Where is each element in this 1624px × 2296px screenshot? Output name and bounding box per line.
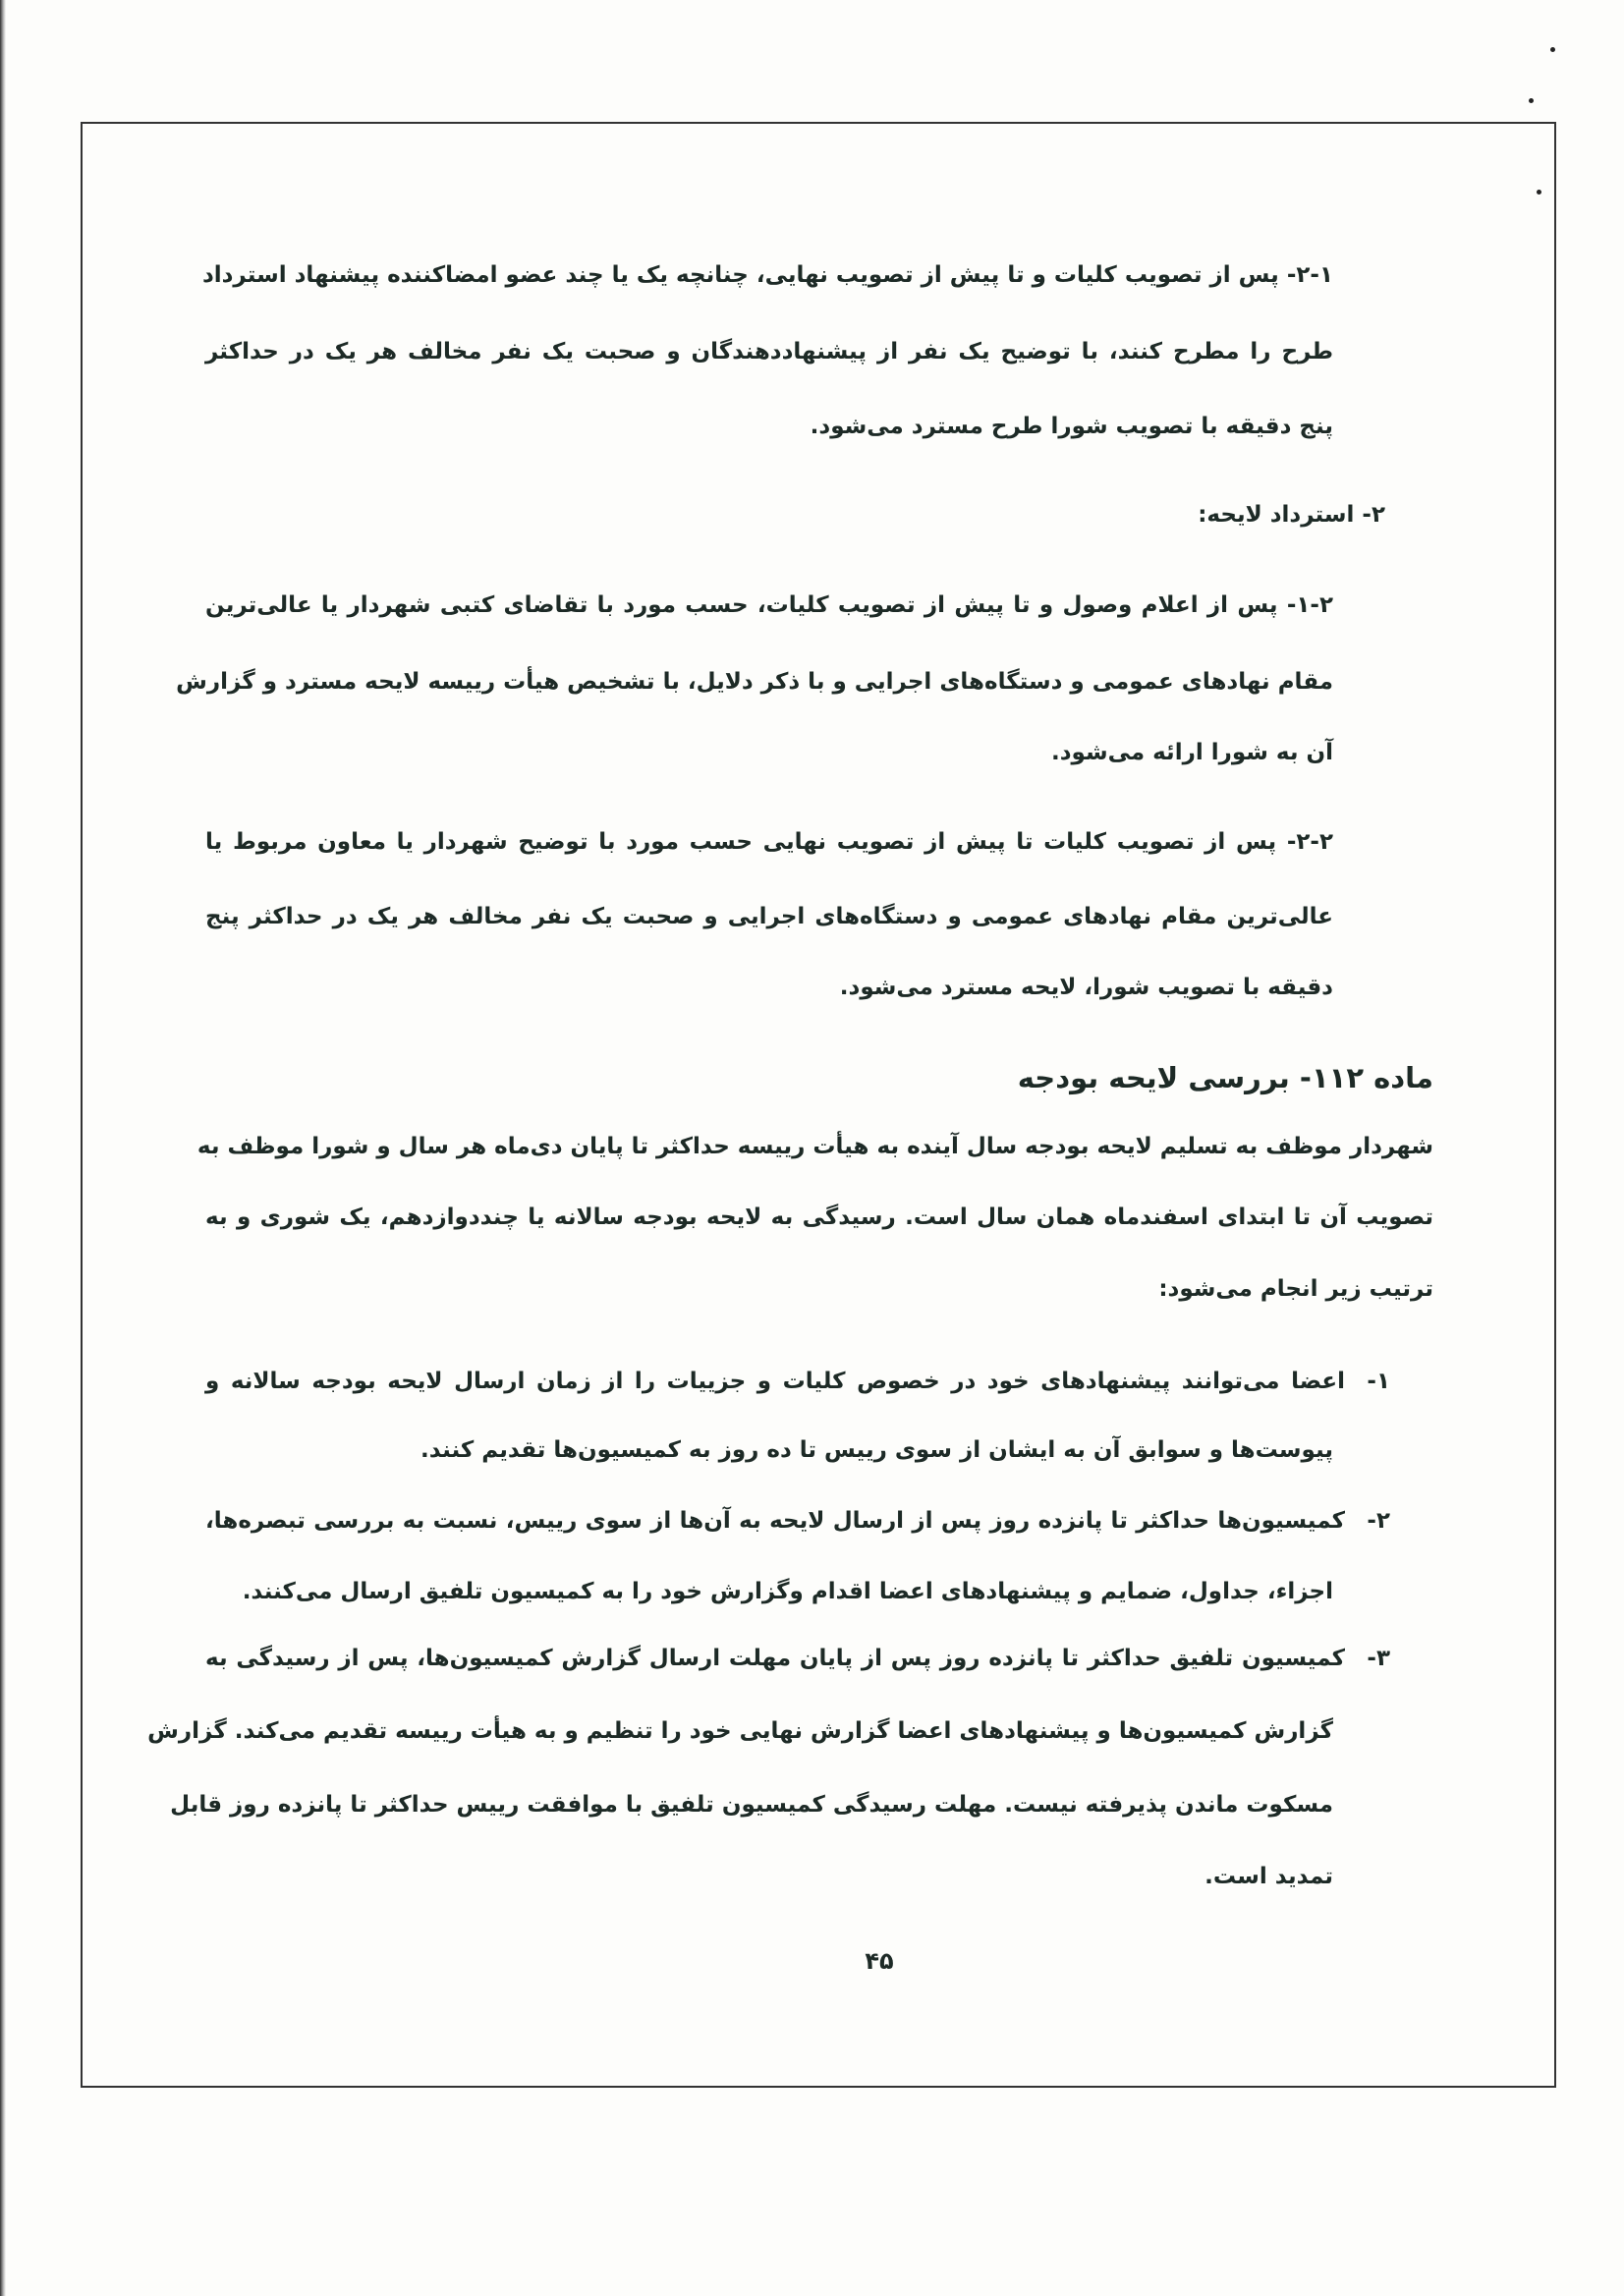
text-line: کمیسیون‌ها حداکثر تا پانزده روز پس از ارسال لایحه به آن‌ها از سوی رییس، نسبت به بررسی تبصره‌ها، (205, 1508, 1345, 1534)
text-line: ترتیب زیر انجام می‌شود: (1158, 1276, 1433, 1302)
text-line: کمیسیون تلفیق حداکثر تا پانزده روز پس از پایان مهلت ارسال گزارش کمیسیون‌ها، پس از رسیدگی به (205, 1646, 1345, 1671)
text-line: پنج دقیقه با تصویب شورا طرح مسترد می‌شود. (810, 414, 1333, 439)
text-line: دقیقه با تصویب شورا، لایحه مسترد می‌شود. (839, 975, 1333, 1000)
text-line: پیوست‌ها و سوابق آن به ایشان از سوی رییس تا ده روز به کمیسیون‌ها تقدیم کنند. (420, 1437, 1333, 1463)
text-line: تصویب آن تا ابتدای اسفندماه همان سال است. رسیدگی به لایحه بودجه سالانه یا چنددوازدهم، یک شوری و به (205, 1204, 1433, 1230)
text-line: عالی‌ترین مقام نهادهای عمومی و دستگاه‌های اجرایی و صحبت یک نفر مخالف هر یک در حداکثر پنج (205, 904, 1333, 929)
text-line: ۱-۲- پس از اعلام وصول و تا پیش از تصویب کلیات، حسب مورد با تقاضای کتبی شهردار یا عالی‌ترین (205, 592, 1333, 618)
subheading-bill-withdrawal: ۲- استرداد لایحه: (1198, 502, 1385, 528)
text-line: اجزاء، جداول، ضمایم و پیشنهادهای اعضا اقدام وگزارش خود را به کمیسیون تلفیق ارسال می‌کنند. (242, 1579, 1333, 1604)
page-number: ۴۵ (865, 1947, 894, 1975)
text-line: طرح را مطرح کنند، با توضیح یک نفر از پیشنهاددهندگان و صحبت یک نفر مخالف هر یک در حداکثر (205, 339, 1333, 364)
text-line: مسکوت ماندن پذیرفته نیست. مهلت رسیدگی کمیسیون تلفیق با موافقت رییس حداکثر تا پانزده روز قابل (170, 1792, 1333, 1818)
text-line: اعضا می‌توانند پیشنهادهای خود در خصوص کلیات و جزییات را از زمان ارسال لایحه بودجه سالانه و (205, 1369, 1345, 1394)
text-line: ۲-۱- پس از تصویب کلیات و تا پیش از تصویب نهایی، چنانچه یک یا چند عضو امضاکننده پیشنهاد استرداد (201, 262, 1333, 288)
article-heading: ماده ۱۱۲- بررسی لایحه بودجه (1017, 1061, 1433, 1094)
item-number: ۱- (1367, 1369, 1390, 1394)
text-line: تمدید است. (1204, 1864, 1333, 1889)
scan-speck (1550, 47, 1555, 52)
scan-speck (1529, 98, 1534, 103)
text-line: گزارش کمیسیون‌ها و پیشنهادهای اعضا گزارش نهایی خود را تنظیم و به هیأت رییسه تقدیم می‌کند. گزارش (147, 1718, 1333, 1744)
text-line: شهردار موظف به تسلیم لایحه بودجه سال آینده به هیأت رییسه حداکثر تا پایان دی‌ماه هر سال و شورا موظف به (196, 1134, 1433, 1159)
item-number: ۳- (1367, 1646, 1390, 1671)
item-number: ۲- (1367, 1508, 1390, 1534)
text-line: مقام نهادهای عمومی و دستگاه‌های اجرایی و با ذکر دلایل، با تشخیص هیأت رییسه لایحه مسترد و گزارش (176, 669, 1333, 695)
text-line: ۲-۲- پس از تصویب کلیات تا پیش از تصویب نهایی حسب مورد با توضیح شهردار یا معاون مربوط یا (205, 829, 1333, 855)
text-line: آن به شورا ارائه می‌شود. (1051, 740, 1333, 765)
